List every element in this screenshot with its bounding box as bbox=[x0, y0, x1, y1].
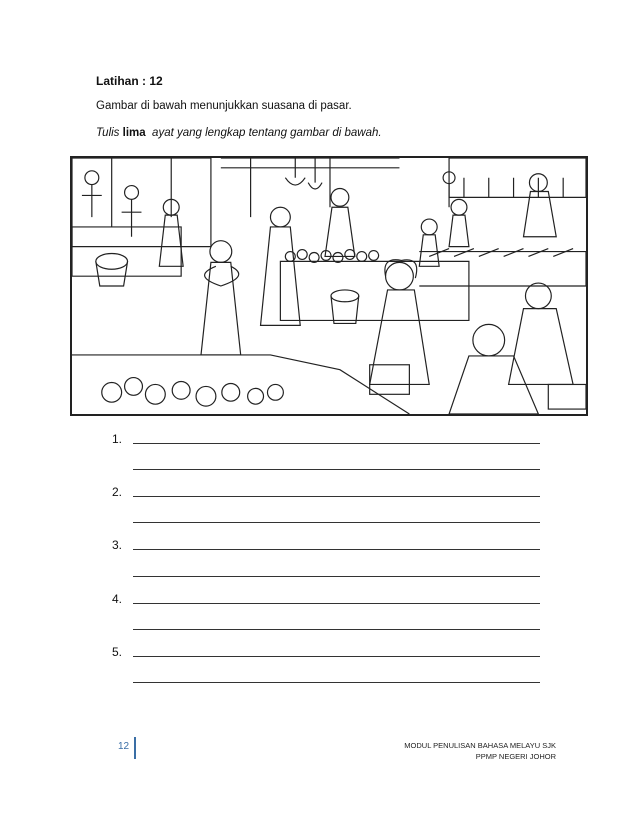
answer-line[interactable] bbox=[133, 522, 540, 523]
answer-number: 3. bbox=[112, 538, 123, 552]
answer-line[interactable] bbox=[133, 469, 540, 470]
answer-line[interactable] bbox=[133, 603, 540, 604]
footer-module-title: MODUL PENULISAN BAHASA MELAYU SJK bbox=[404, 741, 556, 750]
instruction-bold: lima bbox=[122, 127, 146, 139]
footer-publisher: PPMP NEGERI JOHOR bbox=[475, 752, 556, 761]
footer-module-info bbox=[404, 740, 556, 762]
answer-number: 4. bbox=[112, 592, 123, 606]
page-number: 12 bbox=[118, 741, 130, 752]
exercise-intro: Gambar di bawah menunjukkan suasana di pasar. bbox=[96, 100, 352, 112]
instruction-post: ayat yang lengkap tentang gambar di bawah. bbox=[152, 127, 382, 139]
exercise-title: Latihan : 12 bbox=[96, 74, 163, 88]
answer-line[interactable] bbox=[133, 629, 540, 630]
answer-line[interactable] bbox=[133, 656, 540, 657]
answer-line[interactable] bbox=[133, 443, 540, 444]
answer-number: 5. bbox=[112, 645, 123, 659]
footer-divider bbox=[134, 737, 136, 759]
answer-line[interactable] bbox=[133, 549, 540, 550]
answer-line[interactable] bbox=[133, 496, 540, 497]
answer-number: 2. bbox=[112, 485, 123, 499]
answer-line[interactable] bbox=[133, 576, 540, 577]
answer-line[interactable] bbox=[133, 682, 540, 683]
instruction-pre: Tulis bbox=[96, 127, 120, 139]
answer-number: 1. bbox=[112, 432, 123, 446]
